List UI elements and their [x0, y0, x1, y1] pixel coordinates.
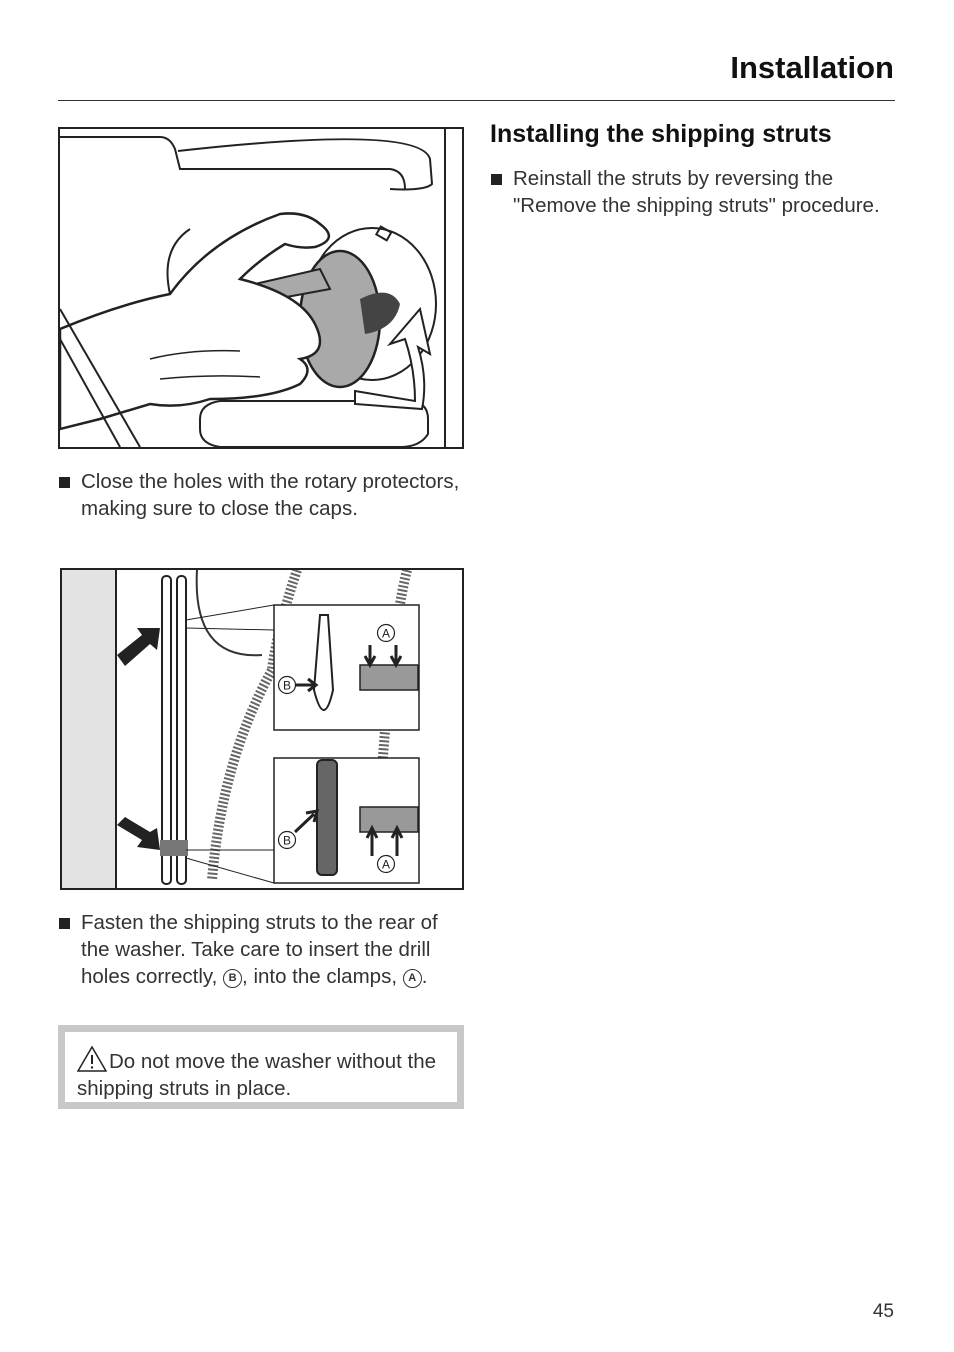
instruction-close-holes [81, 468, 466, 522]
section-title: Installing the shipping struts [490, 120, 832, 148]
warning-triangle-icon [77, 1046, 107, 1072]
rotary-protector-figure [58, 127, 464, 449]
instruction-reinstall [513, 165, 893, 219]
page-number: 45 [872, 1301, 894, 1322]
bullet-square-icon [59, 918, 70, 929]
shipping-struts-figure [60, 568, 464, 890]
header-divider [58, 100, 895, 101]
label-a-top: A [381, 626, 391, 641]
instruction-text: Fasten the shipping struts to the rear of the washer. Take care to insert the drill holes correctly, [81, 911, 438, 988]
warning-text: Do not move the washer without the shipping struts in place. [77, 1050, 437, 1100]
hand-illustration [60, 129, 462, 447]
instruction-text: Close the holes with the rotary protectors, making sure to close the caps. [81, 470, 460, 520]
label-a-inline: A [403, 969, 422, 988]
label-b-inline: B [223, 969, 242, 988]
label-b-bottom: B [282, 833, 292, 848]
page-title: Installation [730, 50, 894, 85]
label-a-bottom: A [381, 857, 391, 872]
instruction-fasten-struts [81, 909, 466, 990]
instruction-text: Reinstall the struts by reversing the "Remove the shipping struts" procedure. [513, 167, 880, 217]
warning-box [58, 1025, 464, 1109]
bullet-square-icon [491, 174, 502, 185]
instruction-text-mid: , into the clamps, [242, 965, 398, 988]
label-b-top: B [282, 678, 292, 693]
struts-illustration [62, 570, 462, 888]
instruction-text-end: . [421, 965, 428, 988]
bullet-square-icon [59, 477, 70, 488]
